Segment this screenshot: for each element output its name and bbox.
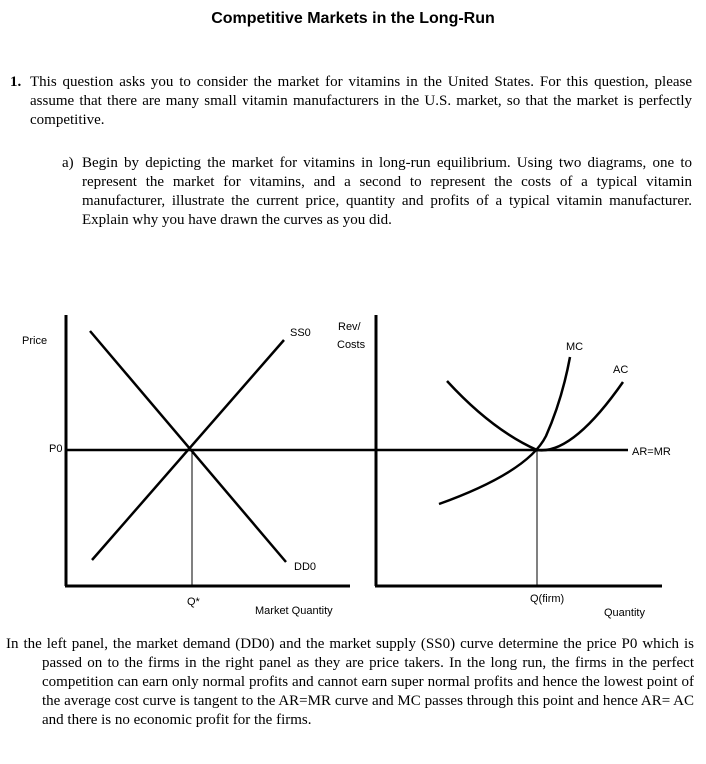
question-text: This question asks you to consider the market for vitamins in the United States. For this question, please assume that there are many small vitamin manufacturers in the U.S. market, so that the market is perfectly competitive. <box>30 74 692 128</box>
right-y-axis-label-line2: Costs <box>337 339 366 351</box>
equilibrium-diagram <box>0 300 706 630</box>
ar-mr-label: AR=MR <box>632 446 671 458</box>
left-y-axis-label: Price <box>22 335 48 347</box>
right-y-axis-label-line1: Rev/ <box>338 321 361 333</box>
mc-label: MC <box>566 341 584 353</box>
answer-text: In the left panel, the market demand (DD0) and the market supply (SS0) curve determine the price P0 which is passed on to the firms in the right panel as they are price takers. In the long run, the firms in the perfect competition can earn only normal profits and cannot earn super normal profits and hence the lowest point of the average cost curve is tangent to the AR=MR curve and MC passes through this point and hence AR= AC and there is no economic profit for the firms. <box>6 636 694 728</box>
demand-label: DD0 <box>294 561 317 573</box>
question-number: 1. <box>10 74 22 90</box>
page-title: Competitive Markets in the Long-Run <box>211 10 495 27</box>
firm-quantity-label: Q(firm) <box>530 593 565 605</box>
ac-label: AC <box>613 364 629 376</box>
part-a-text: Begin by depicting the market for vitamins in long-run equilibrium. Using two diagrams, one to represent the market for vitamins, and a second to represent the costs of a typical vitamin manufacturer, illustrate the current price, quantity and profits of a typical vitamin manufacturer. Explain why you have drawn the curves as you did. <box>82 155 692 228</box>
answer-paragraph <box>6 635 694 730</box>
right-x-axis-label: Quantity <box>604 607 645 619</box>
question-part-a <box>62 154 692 230</box>
left-x-axis-label: Market Quantity <box>255 605 333 617</box>
price-label: P0 <box>49 443 63 455</box>
supply-label: SS0 <box>290 327 311 339</box>
equilibrium-quantity-label: Q* <box>187 596 200 608</box>
part-a-label: a) <box>62 155 74 171</box>
ac-curve <box>447 381 623 450</box>
question-1 <box>10 73 692 130</box>
